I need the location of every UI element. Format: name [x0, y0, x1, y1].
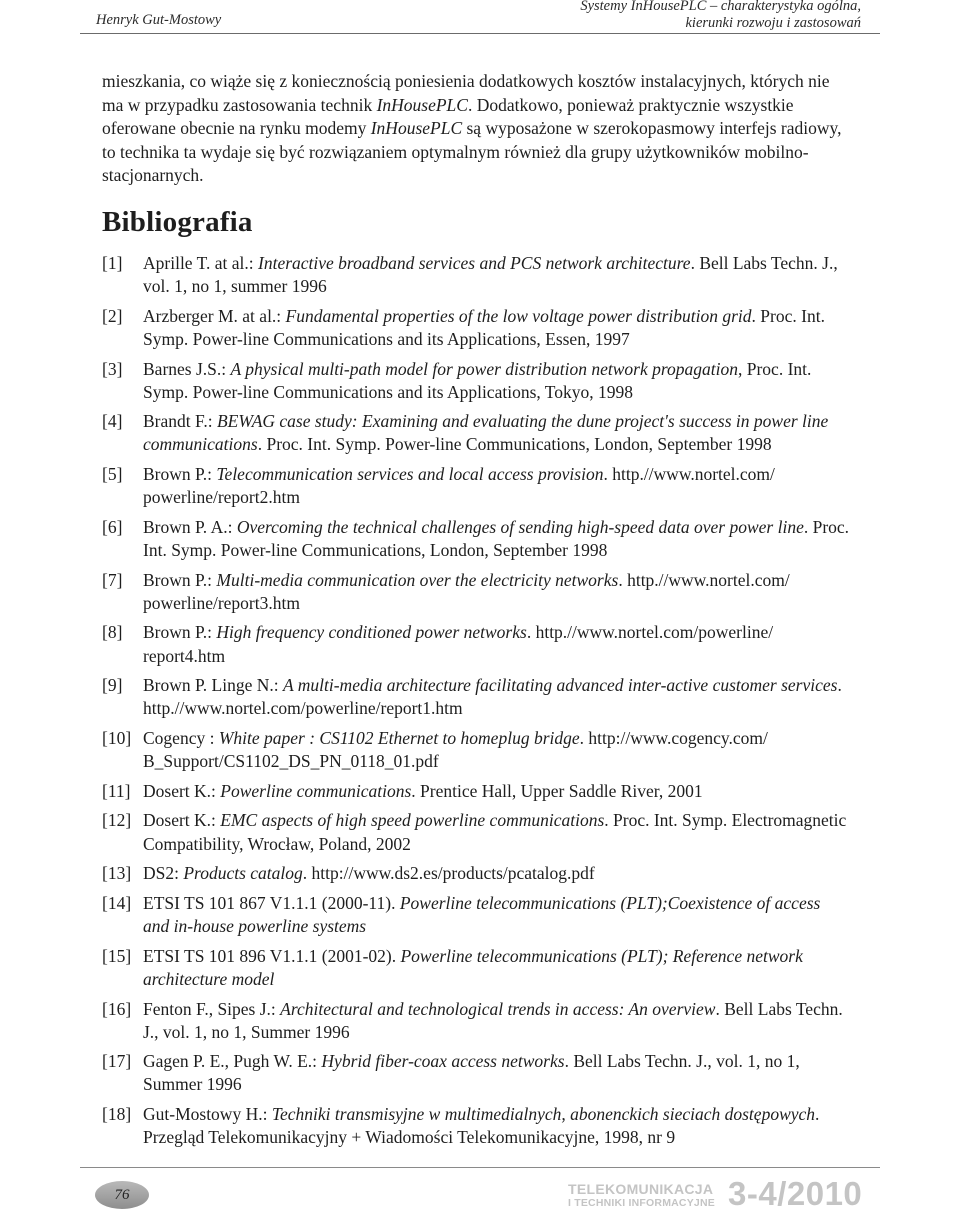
reference-source: . http.//www.nortel.com/powerline/report1.htm: [143, 675, 842, 719]
reference-number: [6]: [102, 516, 123, 537]
header-article-title: [580, 0, 861, 32]
intro-emphasis-2: InHousePLC: [370, 118, 463, 139]
reference-item: [102, 945, 850, 991]
page-header: [0, 0, 960, 34]
reference-source: . http://www.ds2.es/products/pcatalog.pdf: [302, 863, 595, 884]
reference-item: [102, 305, 850, 351]
reference-number: [8]: [102, 622, 123, 643]
journal-issue: 3-4/2010: [728, 1175, 863, 1212]
reference-title: Overcoming the technical challenges of sending high-speed data over power line: [236, 516, 804, 537]
intro-text-1: mieszkania, co wiąże się z koniecznością poniesienia dodatkowych kosztów instalacyjnych, których nie ma w przypadku zastosowania technik: [102, 71, 830, 115]
reference-source: . Przegląd Telekomunikacyjny + Wiadomości Telekomunikacyjne, 1998, nr 9: [143, 1104, 820, 1148]
reference-title: Fundamental properties of the low voltage power distribution grid: [285, 305, 752, 326]
reference-number: [9]: [102, 675, 123, 696]
reference-authors: Brandt F.:: [143, 411, 217, 432]
reference-text: [143, 621, 850, 667]
reference-item: [102, 410, 850, 456]
reference-source: . http.//www.nortel.com/ powerline/report3.htm: [143, 569, 790, 613]
reference-item: [102, 463, 850, 509]
reference-title: A physical multi-path model for power distribution network propagation: [230, 358, 738, 379]
reference-number: [14]: [102, 892, 132, 913]
main-content: [102, 70, 850, 1156]
reference-title: Architectural and technological trends in access: An overview: [280, 998, 716, 1019]
reference-authors: Brown P.:: [143, 569, 217, 590]
reference-title: Products catalog: [183, 863, 303, 884]
reference-title: Hybrid fiber-coax access networks: [321, 1051, 565, 1072]
reference-text: [143, 305, 850, 351]
reference-source: . http.//www.nortel.com/powerline/ report4.htm: [143, 622, 774, 666]
reference-title: White paper : CS1102 Ethernet to homeplug bridge: [218, 728, 580, 748]
reference-item: [102, 809, 850, 855]
reference-number: [3]: [102, 358, 123, 379]
reference-text: [143, 809, 850, 855]
reference-authors: ETSI TS 101 896 V1.1.1 (2001-02).: [143, 945, 401, 966]
reference-source: . http.//www.nortel.com/ powerline/report2.htm: [143, 464, 775, 508]
reference-authors: Barnes J.S.:: [143, 358, 231, 379]
reference-number: [5]: [102, 464, 123, 485]
reference-number: [7]: [102, 569, 123, 590]
reference-text: [143, 998, 850, 1044]
reference-title: Telecommunication services and local access provision: [216, 464, 604, 485]
reference-list: [102, 252, 850, 1149]
reference-number: [15]: [102, 945, 132, 966]
reference-title: BEWAG case study: Examining and evaluating the dune project's success in power line communications: [143, 411, 829, 455]
reference-source: . Bell Labs Techn. J., vol. 1, no 1, Summer 1996: [143, 1051, 800, 1095]
reference-item: [102, 780, 850, 803]
reference-authors: Dosert K.:: [143, 780, 221, 801]
reference-item: [102, 862, 850, 885]
reference-number: [1]: [102, 252, 123, 273]
reference-item: [102, 516, 850, 562]
reference-source: , Proc. Int. Symp. Power-line Communications and its Applications, Tokyo, 1998: [143, 358, 812, 402]
bibliography-heading: Bibliografia: [102, 205, 253, 238]
reference-item: [102, 1050, 850, 1096]
reference-authors: Brown P.:: [143, 464, 217, 485]
reference-authors: Gagen P. E., Pugh W. E.:: [143, 1051, 322, 1072]
page-number: 76: [114, 1186, 130, 1203]
reference-item: [102, 252, 850, 298]
reference-authors: Gut-Mostowy H.:: [143, 1104, 272, 1125]
reference-text: [143, 780, 850, 803]
page-number-badge: [95, 1181, 149, 1209]
reference-source: . Proc. Int. Symp. Power-line Communications, London, September 1998: [257, 434, 772, 455]
reference-source: . Proc. Int. Symp. Power-line Communications and its Applications, Essen, 1997: [143, 305, 825, 349]
reference-title: Powerline communications: [220, 780, 412, 801]
reference-title: Interactive broadband services and PCS network architecture: [258, 252, 691, 273]
reference-item: [102, 569, 850, 615]
reference-item: [102, 358, 850, 404]
reference-number: [2]: [102, 305, 123, 326]
reference-item: [102, 1103, 850, 1149]
reference-source: . Bell Labs Techn. J., vol. 1, no 1, Summer 1996: [143, 998, 843, 1042]
reference-text: [143, 674, 850, 720]
reference-title: Multi-media communication over the electricity networks: [216, 569, 619, 590]
reference-text: [143, 1103, 850, 1149]
reference-text: [143, 410, 850, 456]
journal-name-line2: I TECHNIKI INFORMACYJNE: [568, 1197, 715, 1209]
reference-text: [143, 252, 850, 298]
reference-text: [143, 463, 850, 509]
reference-item: [102, 621, 850, 667]
reference-number: [4]: [102, 411, 123, 432]
intro-text-3: są wyposażone w szerokopasmowy interfejs radiowy, to technika ta wydaje się być rozwiązaniem optymalnym również dla grupy użytkowników mobilno-stacjonarnych.: [102, 118, 842, 186]
reference-authors: ETSI TS 101 867 V1.1.1 (2000-11).: [143, 892, 400, 913]
reference-authors: Fenton F., Sipes J.:: [143, 998, 281, 1019]
reference-source: . Proc. Int. Symp. Electromagnetic Compatibility, Wrocław, Poland, 2002: [143, 810, 847, 854]
reference-authors: Aprille T. at al.:: [143, 252, 259, 273]
reference-number: [10]: [102, 728, 132, 748]
reference-source: . http://www.cogency.com/ B_Support/CS1102_DS_PN_0118_01.pdf: [143, 728, 768, 772]
reference-title: High frequency conditioned power networks: [216, 622, 527, 643]
reference-authors: Brown P. A.:: [143, 516, 237, 537]
footer-rule: [80, 1167, 880, 1168]
reference-text: [143, 569, 850, 615]
header-rule: [80, 33, 880, 34]
header-title-line2: kierunki rozwoju i zastosowań: [685, 15, 861, 31]
reference-text: [143, 516, 850, 562]
reference-item: [102, 727, 850, 773]
reference-title: EMC aspects of high speed powerline communications: [220, 810, 605, 831]
journal-name-line1: TELEKOMUNIKACJA: [568, 1181, 714, 1197]
reference-item: [102, 674, 850, 720]
reference-item: [102, 998, 850, 1044]
intro-paragraph: [102, 70, 850, 188]
reference-authors: DS2:: [143, 863, 184, 884]
reference-title: Powerline telecommunications (PLT);Coexistence of access and in-house powerline systems: [143, 892, 821, 937]
reference-item: [102, 892, 850, 938]
reference-authors: Dosert K.:: [143, 810, 221, 831]
reference-text: [143, 945, 850, 991]
intro-text-2: . Dodatkowo, ponieważ praktycznie wszystkie oferowane obecnie na rynku modemy: [102, 94, 794, 139]
reference-text: [143, 1050, 850, 1096]
reference-authors: Brown P.:: [143, 622, 217, 643]
reference-authors: Cogency :: [143, 728, 219, 748]
reference-authors: Brown P. Linge N.:: [143, 675, 283, 696]
reference-text: [143, 727, 850, 773]
reference-authors: Arzberger M. at al.:: [143, 305, 286, 326]
reference-source: . Proc. Int. Symp. Power-line Communications, London, September 1998: [143, 516, 850, 560]
reference-source: . Bell Labs Techn. J., vol. 1, no 1, summer 1996: [143, 252, 838, 297]
reference-number: [16]: [102, 998, 132, 1019]
reference-number: [17]: [102, 1051, 132, 1072]
header-author: Henryk Gut-Mostowy: [96, 12, 222, 28]
reference-number: [18]: [102, 1104, 132, 1125]
reference-source: . Prentice Hall, Upper Saddle River, 2001: [411, 780, 703, 801]
header-title-line1: Systemy InHousePLC – charakterystyka ogólna,: [580, 0, 861, 14]
reference-title: Techniki transmisyjne w multimedialnych, abonenckich sieciach dostępowych: [271, 1104, 816, 1125]
reference-title: A multi-media architecture facilitating advanced inter-active customer services: [283, 675, 838, 696]
reference-number: [11]: [102, 780, 131, 801]
intro-emphasis-1: InHousePLC: [376, 94, 468, 115]
reference-text: [143, 892, 850, 938]
reference-number: [12]: [102, 810, 132, 831]
reference-title: Powerline telecommunications (PLT); Reference network architecture model: [143, 945, 803, 989]
reference-number: [13]: [102, 863, 132, 884]
reference-text: [143, 862, 850, 885]
reference-text: [143, 358, 850, 404]
